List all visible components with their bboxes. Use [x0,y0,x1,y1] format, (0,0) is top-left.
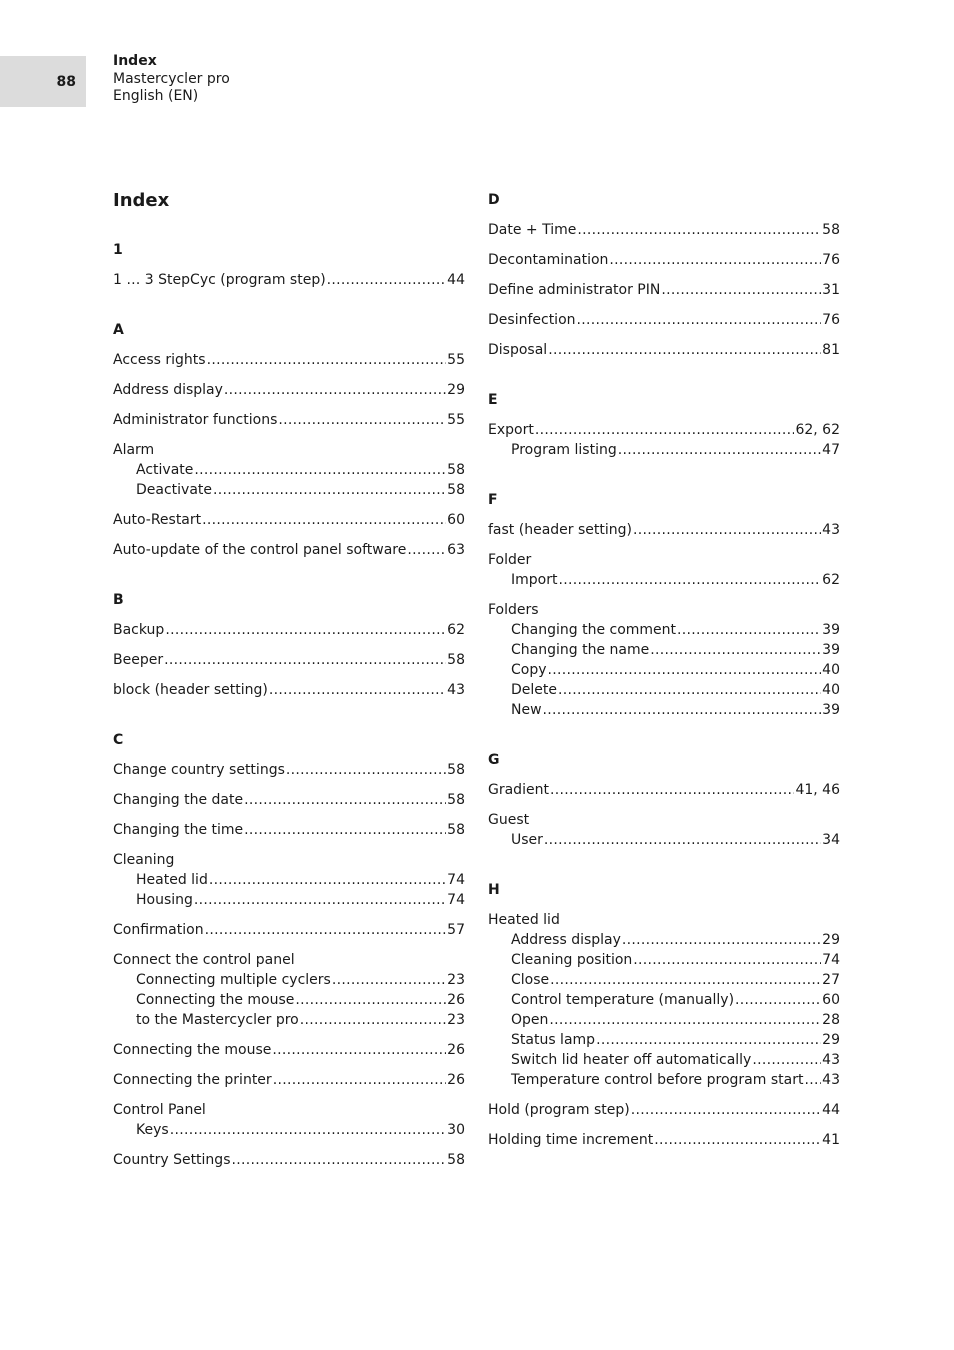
leader-dots [535,420,795,440]
index-term: Auto-update of the control panel software [113,542,407,558]
index-section [488,750,840,850]
section-spacer [488,470,840,490]
leader-dots [213,480,446,500]
index-term: Status lamp [511,1032,596,1048]
index-term: Copy [511,662,547,678]
leader-dots [407,540,446,560]
leader-dots [804,1070,821,1090]
index-entry [488,310,840,330]
section-spacer [113,710,465,730]
index-page-ref: 62 [447,622,465,638]
index-subentry [488,1030,840,1050]
section-letter: D [488,192,500,208]
index-entry [113,410,465,430]
index-entry [488,810,840,850]
index-entry-row [113,790,465,810]
leader-dots [164,650,446,670]
index-entry-row [113,1100,465,1120]
index-entry [113,510,465,530]
index-entry [488,910,840,1090]
index-entry-row [488,550,840,570]
index-subentry [113,870,465,890]
index-entry-row [488,910,840,930]
index-section [113,730,465,1170]
index-entry [488,250,840,270]
index-entry [488,1130,840,1150]
page-title: Index [113,190,170,211]
section-spacer [488,730,840,750]
index-term: Decontamination [488,252,609,268]
index-entry-row [113,820,465,840]
index-section [488,880,840,1150]
index-term: Connecting the mouse [136,992,295,1008]
index-subentry [488,700,840,720]
index-entry-row [488,520,840,540]
section-letter: B [113,592,124,608]
index-subentry [488,990,840,1010]
leader-dots [550,780,795,800]
index-term: Address display [511,932,621,948]
index-subentry [113,1120,465,1140]
index-entry-row [488,280,840,300]
index-term: Changing the comment [511,622,677,638]
leader-dots [677,620,821,640]
leader-dots [577,310,822,330]
index-page-ref: 58 [822,222,840,238]
leader-dots [278,410,446,430]
leader-dots [631,1100,821,1120]
index-entry-row [488,250,840,270]
index-section [113,240,465,290]
index-page-ref: 63 [447,542,465,558]
index-term: Address display [113,382,223,398]
leader-dots [202,510,446,530]
leader-dots [654,1130,821,1150]
index-term: to the Mastercycler pro [136,1012,299,1028]
index-entry [113,820,465,840]
index-entry-row [113,850,465,870]
leader-dots [558,680,821,700]
index-section [113,320,465,560]
index-term: Confirmation [113,922,204,938]
index-entry [113,1070,465,1090]
index-entry-row [113,1070,465,1090]
section-letter: A [113,322,124,338]
leader-dots [633,950,821,970]
index-page-ref: 23 [447,1012,465,1028]
index-term: Open [511,1012,549,1028]
index-page-ref: 43 [822,1072,840,1088]
index-subentry [488,830,840,850]
index-subentry [488,1010,840,1030]
index-term: Change country settings [113,762,285,778]
index-entry-row [113,410,465,430]
leader-dots [327,270,447,290]
index-entry-row [488,220,840,240]
index-term: Disposal [488,342,548,358]
index-term: Control temperature (manually) [511,992,735,1008]
leader-dots [244,790,446,810]
leader-dots [332,970,446,990]
index-page-ref: 60 [447,512,465,528]
index-entry-row [113,270,465,290]
index-subentry [488,970,840,990]
index-page-ref: 43 [447,682,465,698]
index-entry-row [113,760,465,780]
leader-dots [205,920,447,940]
index-page-ref: 28 [822,1012,840,1028]
index-term: Changing the time [113,822,244,838]
index-entry [113,1100,465,1140]
index-page-ref: 55 [447,412,465,428]
index-term: Temperature control before program start [511,1072,804,1088]
index-section [488,490,840,720]
index-page-ref: 26 [447,1072,465,1088]
index-entry-row [113,920,465,940]
index-page-ref: 29 [822,932,840,948]
index-entry [488,780,840,800]
index-page-ref: 57 [447,922,465,938]
index-page-ref: 58 [447,822,465,838]
running-head-subtitle: Mastercycler pro [113,70,230,87]
index-entry [113,380,465,400]
index-term: Country Settings [113,1152,231,1168]
index-subentry [488,1050,840,1070]
index-term: 1 … 3 StepCyc (program step) [113,272,326,288]
index-entry-row [113,510,465,530]
leader-dots [609,250,821,270]
index-subentry [113,890,465,910]
index-term: Desinfection [488,312,576,328]
leader-dots [596,1030,821,1050]
section-spacer [488,370,840,390]
index-term: Activate [136,462,194,478]
running-head [113,53,230,106]
index-page-ref: 44 [822,1102,840,1118]
running-head-language: English (EN) [113,88,199,104]
section-letter: 1 [113,242,123,258]
index-page-ref: 34 [822,832,840,848]
index-page-ref: 58 [447,1152,465,1168]
leader-dots [269,680,446,700]
leader-dots [272,1040,446,1060]
index-term: Administrator functions [113,412,278,428]
index-entry [488,420,840,460]
running-head-title: Index [113,53,157,69]
index-page-ref: 29 [447,382,465,398]
page-number: 88 [56,73,76,90]
index-entry-row [488,810,840,830]
section-letter: G [488,752,500,768]
index-page-ref: 76 [822,252,840,268]
index-entry [488,520,840,540]
index-entry-row [113,950,465,970]
index-entry-row [488,1130,840,1150]
index-term: Beeper [113,652,164,668]
leader-dots [548,340,821,360]
index-subentry [488,680,840,700]
index-entry-row [113,620,465,640]
index-subentry [488,640,840,660]
index-term: Heated lid [136,872,208,888]
index-entry [488,600,840,720]
index-term: Delete [511,682,557,698]
index-page-ref: 74 [447,892,465,908]
index-entry [113,680,465,700]
index-entry-row [113,350,465,370]
section-letter: E [488,392,498,408]
section-spacer [113,570,465,590]
index-entry-row [113,680,465,700]
index-subentry [113,990,465,1010]
index-page-ref: 26 [447,1042,465,1058]
index-page-ref: 40 [822,662,840,678]
leader-dots [752,1050,821,1070]
index-term: Keys [136,1122,169,1138]
index-entry [113,1040,465,1060]
leader-dots [295,990,446,1010]
leader-dots [650,640,821,660]
index-entry-row [488,1100,840,1120]
index-entry [113,760,465,780]
index-page-ref: 62 [822,572,840,588]
leader-dots [618,440,821,460]
leader-dots [622,930,821,950]
index-term: Folders [488,602,539,618]
index-entry [113,950,465,1030]
leader-dots [661,280,821,300]
index-subentry [488,620,840,640]
index-entry [113,850,465,910]
index-term: Connect the control panel [113,952,295,968]
index-entry [113,790,465,810]
index-term: Gradient [488,782,549,798]
index-subentry [488,660,840,680]
index-subentry [488,930,840,950]
index-page-ref: 30 [447,1122,465,1138]
index-page-ref: 43 [822,522,840,538]
index-entry [488,550,840,590]
index-term: Changing the date [113,792,244,808]
leader-dots [207,350,447,370]
index-term: Backup [113,622,165,638]
section-letter: F [488,492,498,508]
index-entry [113,270,465,290]
index-term: Heated lid [488,912,560,928]
index-subentry [488,1070,840,1090]
index-entry [113,650,465,670]
index-entry-row [113,380,465,400]
index-page-ref: 76 [822,312,840,328]
index-term: Access rights [113,352,206,368]
leader-dots [300,1010,446,1030]
index-term: New [511,702,542,718]
index-entry-row [488,420,840,440]
index-entry [113,1150,465,1170]
index-term: Connecting the mouse [113,1042,272,1058]
index-page-ref: 44 [447,272,465,288]
index-section [488,390,840,460]
leader-dots [286,760,446,780]
index-column-left [113,240,465,1180]
index-page-ref: 39 [822,702,840,718]
index-page-ref: 74 [822,952,840,968]
index-page-ref: 60 [822,992,840,1008]
index-entry-row [113,540,465,560]
leader-dots [543,700,822,720]
index-entry [488,280,840,300]
index-term: block (header setting) [113,682,268,698]
leader-dots [165,620,446,640]
index-entry-row [488,340,840,360]
index-page-ref: 58 [447,482,465,498]
index-page-ref: 58 [447,762,465,778]
index-term: Close [511,972,550,988]
index-term: User [511,832,543,848]
index-page-ref: 39 [822,642,840,658]
index-term: Export [488,422,534,438]
index-term: Import [511,572,558,588]
index-page-ref: 58 [447,462,465,478]
index-term: Alarm [113,442,155,458]
index-page-ref: 26 [447,992,465,1008]
leader-dots [232,1150,447,1170]
index-entry-row [113,1150,465,1170]
index-entry-row [488,780,840,800]
index-term: Program listing [511,442,617,458]
leader-dots [548,660,822,680]
section-letter: H [488,882,500,898]
index-page-ref: 58 [447,652,465,668]
index-term: Changing the name [511,642,650,658]
leader-dots [224,380,446,400]
index-page-ref: 31 [822,282,840,298]
index-term: Switch lid heater off automatically [511,1052,752,1068]
index-section [488,190,840,360]
index-term: Define administrator PIN [488,282,661,298]
index-page-ref: 27 [822,972,840,988]
index-column-right [488,190,840,1160]
leader-dots [209,870,446,890]
index-page-ref: 39 [822,622,840,638]
leader-dots [273,1070,446,1090]
index-subentry [113,970,465,990]
index-term: Cleaning position [511,952,633,968]
index-entry [113,540,465,560]
index-entry [488,340,840,360]
leader-dots [194,460,446,480]
index-entry-row [488,600,840,620]
leader-dots [244,820,446,840]
index-entry [488,220,840,240]
page-number-tab [0,56,86,107]
index-entry [113,620,465,640]
leader-dots [577,220,821,240]
index-term: Deactivate [136,482,213,498]
index-page-ref: 81 [822,342,840,358]
index-subentry [113,460,465,480]
index-term: Folder [488,552,532,568]
index-page-ref: 55 [447,352,465,368]
index-term: Guest [488,812,530,828]
index-page-ref: 62, 62 [795,422,840,438]
index-term: Holding time increment [488,1132,654,1148]
index-entry-row [488,310,840,330]
leader-dots [558,570,821,590]
index-page-ref: 41, 46 [795,782,840,798]
index-page-ref: 58 [447,792,465,808]
index-term: Control Panel [113,1102,206,1118]
leader-dots [735,990,821,1010]
index-page-ref: 41 [822,1132,840,1148]
leader-dots [544,830,821,850]
index-page-ref: 23 [447,972,465,988]
index-entry [113,440,465,500]
index-subentry [113,480,465,500]
index-term: Housing [136,892,193,908]
index-page-ref: 74 [447,872,465,888]
index-entry-row [113,440,465,460]
index-term: Auto-Restart [113,512,202,528]
index-page-ref: 29 [822,1032,840,1048]
index-term: Date + Time [488,222,577,238]
index-page-ref: 47 [822,442,840,458]
leader-dots [549,1010,821,1030]
index-subentry [488,440,840,460]
section-letter: C [113,732,124,748]
index-entry-row [113,650,465,670]
leader-dots [550,970,821,990]
index-term: fast (header setting) [488,522,632,538]
index-page-ref: 43 [822,1052,840,1068]
index-section [113,590,465,700]
section-spacer [113,300,465,320]
index-entry [113,920,465,940]
leader-dots [194,890,446,910]
index-term: Hold (program step) [488,1102,630,1118]
index-term: Connecting the printer [113,1072,272,1088]
index-entry [113,350,465,370]
index-subentry [113,1010,465,1030]
leader-dots [633,520,821,540]
index-subentry [488,570,840,590]
index-entry [488,1100,840,1120]
section-spacer [488,860,840,880]
index-term: Connecting multiple cyclers [136,972,331,988]
leader-dots [170,1120,446,1140]
index-subentry [488,950,840,970]
index-term: Cleaning [113,852,175,868]
index-entry-row [113,1040,465,1060]
index-page-ref: 40 [822,682,840,698]
